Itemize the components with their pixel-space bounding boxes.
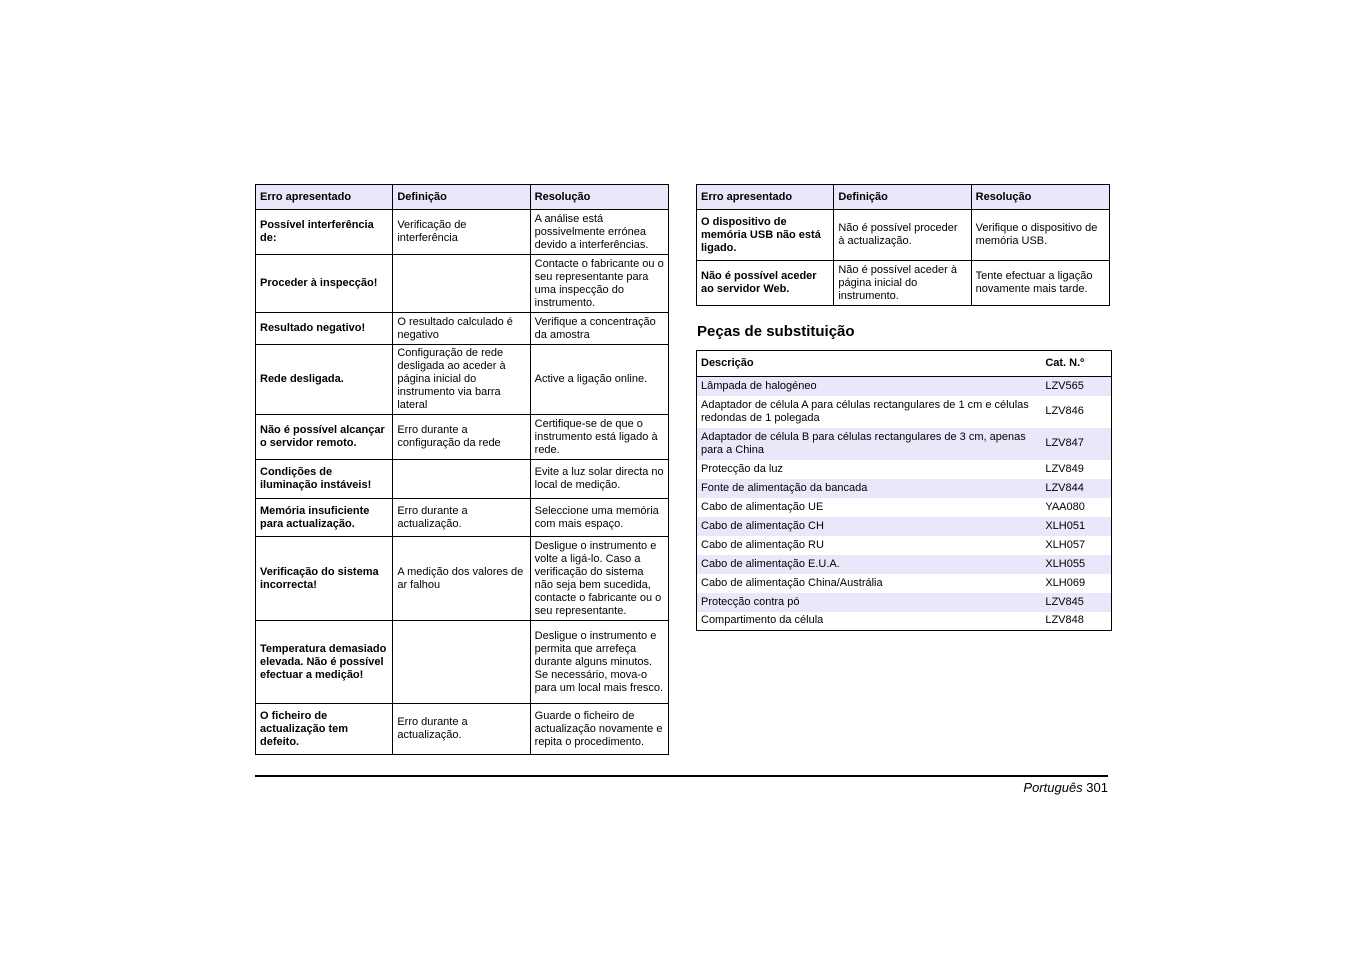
table-row — [697, 536, 1112, 555]
section-title-replacement-parts: Peças de substituição — [697, 323, 855, 340]
part-description: Protecção contra pó — [697, 593, 1042, 612]
part-cat-number: LZV849 — [1045, 462, 1084, 475]
error-cell: Resultado negativo! — [256, 313, 393, 345]
table-row — [697, 612, 1112, 631]
definition-cell: Não é possível proceder à actualização. — [834, 210, 971, 261]
part-description: Adaptador de célula B para células rectangulares de 3 cm, apenas para a China — [697, 428, 1042, 460]
table-row — [697, 377, 1112, 396]
part-cat-number: XLH051 — [1041, 517, 1111, 536]
error-cell: Memória insuficiente para actualização. — [256, 499, 393, 537]
part-description: Compartimento da célula — [701, 614, 824, 627]
definition-cell — [393, 621, 530, 704]
part-description: Cabo de alimentação CH — [697, 517, 1042, 536]
resolution-cell: Verifique a concentração da amostra — [530, 313, 668, 345]
error-table-left — [255, 184, 669, 755]
definition-cell: A medição dos valores de ar falhou — [393, 537, 530, 621]
table-row — [256, 499, 669, 537]
page-number: 301 — [1086, 780, 1108, 795]
table-row — [697, 574, 1112, 593]
resolution-cell: Desligue o instrumento e volte a ligá-lo. Caso a verificação do sistema não seja bem sucedida, contacte o fabricante ou o seu representante. — [530, 537, 668, 621]
table-row — [256, 210, 669, 255]
footer-divider — [255, 775, 1108, 777]
table-header-row — [256, 185, 669, 210]
part-description: Adaptador de célula A para células rectangulares de 1 cm e células redondas de 1 polegada — [701, 398, 1029, 424]
table-row — [697, 261, 1110, 306]
error-cell: Proceder à inspecção! — [256, 255, 393, 313]
error-cell: Não é possível aceder ao servidor Web. — [697, 261, 834, 306]
table-row — [697, 460, 1112, 479]
table-row — [256, 313, 669, 345]
resolution-cell: Evite a luz solar directa no local de medição. — [530, 460, 668, 499]
part-cat-number: LZV847 — [1041, 428, 1111, 460]
error-table-right — [696, 184, 1110, 306]
part-cat-number: LZV848 — [1045, 614, 1084, 627]
table-row — [697, 498, 1112, 517]
part-description: Cabo de alimentação China/Austrália — [701, 576, 883, 589]
part-cat-number: LZV565 — [1041, 377, 1111, 396]
part-cat-number: LZV844 — [1041, 479, 1111, 498]
part-description: Fonte de alimentação da bancada — [697, 479, 1042, 498]
part-cat-number: LZV846 — [1045, 405, 1084, 417]
error-cell: Condições de iluminação instáveis! — [256, 460, 393, 499]
part-cat-number: XLH055 — [1041, 555, 1111, 574]
definition-cell: O resultado calculado é negativo — [393, 313, 530, 345]
column-header-resolution: Resolução — [530, 185, 668, 210]
table-header-row — [697, 185, 1110, 210]
table-row — [256, 537, 669, 621]
column-header-error: Erro apresentado — [256, 185, 393, 210]
resolution-cell: Verifique o dispositivo de memória USB. — [971, 210, 1109, 261]
error-cell: Não é possível alcançar o servidor remoto. — [256, 415, 393, 460]
error-cell: Rede desligada. — [256, 345, 393, 415]
part-cat-number: LZV845 — [1041, 593, 1111, 612]
part-cat-number: YAA080 — [1045, 500, 1085, 513]
definition-cell: Erro durante a configuração da rede — [393, 415, 530, 460]
column-header-error: Erro apresentado — [697, 185, 834, 210]
error-cell: Verificação do sistema incorrecta! — [256, 537, 393, 621]
part-cat-number: XLH057 — [1045, 538, 1086, 551]
column-header-cat-number: Cat. N.º — [1041, 351, 1111, 377]
table-row — [697, 593, 1112, 612]
column-header-definition: Definição — [834, 185, 971, 210]
part-description: Protecção da luz — [701, 462, 783, 475]
table-row — [697, 396, 1112, 428]
table-row — [697, 210, 1110, 261]
table-row — [256, 255, 669, 313]
table-row — [256, 704, 669, 755]
resolution-cell: Contacte o fabricante ou o seu representante para uma inspecção do instrumento. — [530, 255, 668, 313]
resolution-cell: Seleccione uma memória com mais espaço. — [530, 499, 668, 537]
definition-cell: Erro durante a actualização. — [393, 704, 530, 755]
error-cell: O ficheiro de actualização tem defeito. — [256, 704, 393, 755]
definition-cell: Não é possível aceder à página inicial do instrumento. — [834, 261, 971, 306]
table-row — [256, 415, 669, 460]
resolution-cell: A análise está possivelmente errónea devido a interferências. — [530, 210, 668, 255]
resolution-cell: Guarde o ficheiro de actualização novamente e repita o procedimento. — [530, 704, 668, 755]
table-row — [697, 555, 1112, 574]
footer-language: Português — [1023, 780, 1083, 795]
part-cat-number: XLH069 — [1045, 576, 1086, 589]
table-row — [697, 479, 1112, 498]
resolution-cell: Certifique-se de que o instrumento está ligado à rede. — [530, 415, 668, 460]
definition-cell — [393, 255, 530, 313]
error-cell: Possível interferência de: — [256, 210, 393, 255]
column-header-resolution: Resolução — [971, 185, 1109, 210]
resolution-cell: Tente efectuar a ligação novamente mais tarde. — [971, 261, 1109, 306]
page-footer — [1023, 780, 1108, 795]
part-description: Cabo de alimentação E.U.A. — [697, 555, 1042, 574]
error-cell: Temperatura demasiado elevada. Não é possível efectuar a medição! — [256, 621, 393, 704]
definition-cell: Verificação de interferência — [393, 210, 530, 255]
resolution-cell: Desligue o instrumento e permita que arrefeça durante alguns minutos. Se necessário, mova-o para um local mais fresco. — [530, 621, 668, 704]
error-cell: O dispositivo de memória USB não está ligado. — [697, 210, 834, 261]
definition-cell: Erro durante a actualização. — [393, 499, 530, 537]
part-description: Lâmpada de halogéneo — [697, 377, 1042, 396]
column-header-description: Descrição — [697, 351, 1042, 377]
table-row — [256, 345, 669, 415]
parts-table — [696, 350, 1112, 631]
part-description: Cabo de alimentação RU — [701, 538, 824, 551]
table-header-row — [697, 351, 1112, 377]
definition-cell — [393, 460, 530, 499]
table-row — [256, 621, 669, 704]
definition-cell: Configuração de rede desligada ao aceder à página inicial do instrumento via barra lateral — [393, 345, 530, 415]
table-row — [697, 517, 1112, 536]
table-row — [697, 428, 1112, 460]
part-description: Cabo de alimentação UE — [701, 500, 824, 513]
resolution-cell: Active a ligação online. — [530, 345, 668, 415]
column-header-definition: Definição — [393, 185, 530, 210]
table-row — [256, 460, 669, 499]
